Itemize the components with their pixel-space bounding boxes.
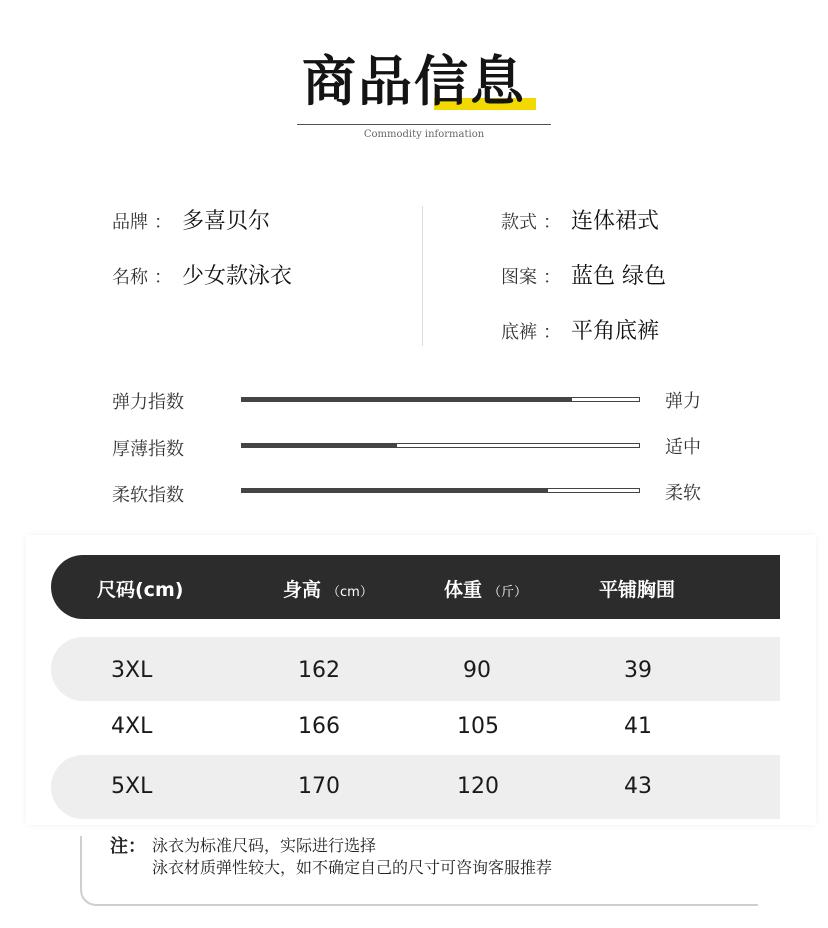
cell-weight: 90 [463, 658, 491, 683]
meter-label-thickness: 厚薄指数 [112, 439, 184, 460]
info-label: 图案 [501, 267, 537, 288]
info-label: 底裤 [501, 322, 537, 343]
header-text: 身高 [283, 579, 322, 601]
header-text: 平铺胸围 [599, 579, 676, 601]
cell-weight: 120 [457, 774, 499, 799]
note-line: 泳衣材质弹性较大，如不确定自己的尺寸可咨询客服推荐 [152, 858, 553, 877]
meter-value-elasticity: 弹力 [665, 391, 701, 412]
table-row [51, 755, 780, 819]
cell-height: 166 [298, 714, 340, 739]
header-bust [599, 575, 675, 602]
size-table-header [51, 555, 780, 619]
header-weight [444, 575, 527, 602]
info-style [501, 204, 659, 235]
table-row [51, 694, 780, 758]
info-value: 平角底裤 [571, 319, 660, 344]
table-row [51, 637, 780, 701]
info-divider [422, 206, 423, 346]
note-label: 注： [110, 836, 146, 857]
meter-value-softness: 柔软 [665, 483, 701, 504]
info-value: 少女款泳衣 [182, 264, 293, 289]
meter-fill [242, 489, 548, 492]
cell-height: 162 [298, 658, 340, 683]
meter-value-thickness: 适中 [665, 437, 701, 458]
info-colon: ： [154, 267, 172, 288]
cell-height: 170 [298, 774, 340, 799]
info-colon: ： [543, 212, 561, 233]
info-value: 连体裙式 [571, 209, 660, 234]
info-label: 名称 [112, 267, 148, 288]
header-unit: （斤） [488, 585, 528, 600]
title-divider [297, 124, 551, 125]
cell-size: 5XL [111, 774, 153, 799]
info-colon: ： [543, 267, 561, 288]
cell-bust: 39 [624, 658, 652, 683]
info-brand [112, 204, 270, 235]
meter-fill [242, 398, 572, 401]
meter-thickness [241, 443, 640, 448]
info-colon: ： [543, 322, 561, 343]
meter-fill [242, 444, 397, 447]
cell-bust: 43 [624, 774, 652, 799]
header-unit: （cm） [327, 585, 373, 600]
meter-label-softness: 柔软指数 [112, 485, 184, 506]
header-height [283, 575, 373, 602]
info-value: 多喜贝尔 [182, 209, 271, 234]
info-label: 款式 [501, 212, 537, 233]
header-size [97, 575, 183, 602]
header-text: 尺码(cm) [97, 579, 184, 601]
info-value: 蓝色 绿色 [571, 264, 666, 289]
cell-bust: 41 [624, 714, 652, 739]
meter-elasticity [241, 397, 640, 402]
info-pattern [501, 259, 666, 290]
title-block [0, 50, 828, 114]
header-text: 体重 [444, 579, 483, 601]
page-title: 商品信息 [302, 50, 526, 113]
info-bottoms [501, 314, 659, 345]
meter-label-elasticity: 弹力指数 [112, 392, 184, 413]
info-label: 品牌 [112, 212, 148, 233]
cell-size: 4XL [111, 714, 153, 739]
cell-weight: 105 [457, 714, 499, 739]
cell-size: 3XL [111, 658, 153, 683]
note-line: 泳衣为标准尺码，实际进行选择 [152, 836, 377, 855]
info-name [112, 259, 292, 290]
meter-softness [241, 488, 640, 493]
info-colon: ： [154, 212, 172, 233]
page-subtitle: Commodity information [363, 129, 485, 140]
